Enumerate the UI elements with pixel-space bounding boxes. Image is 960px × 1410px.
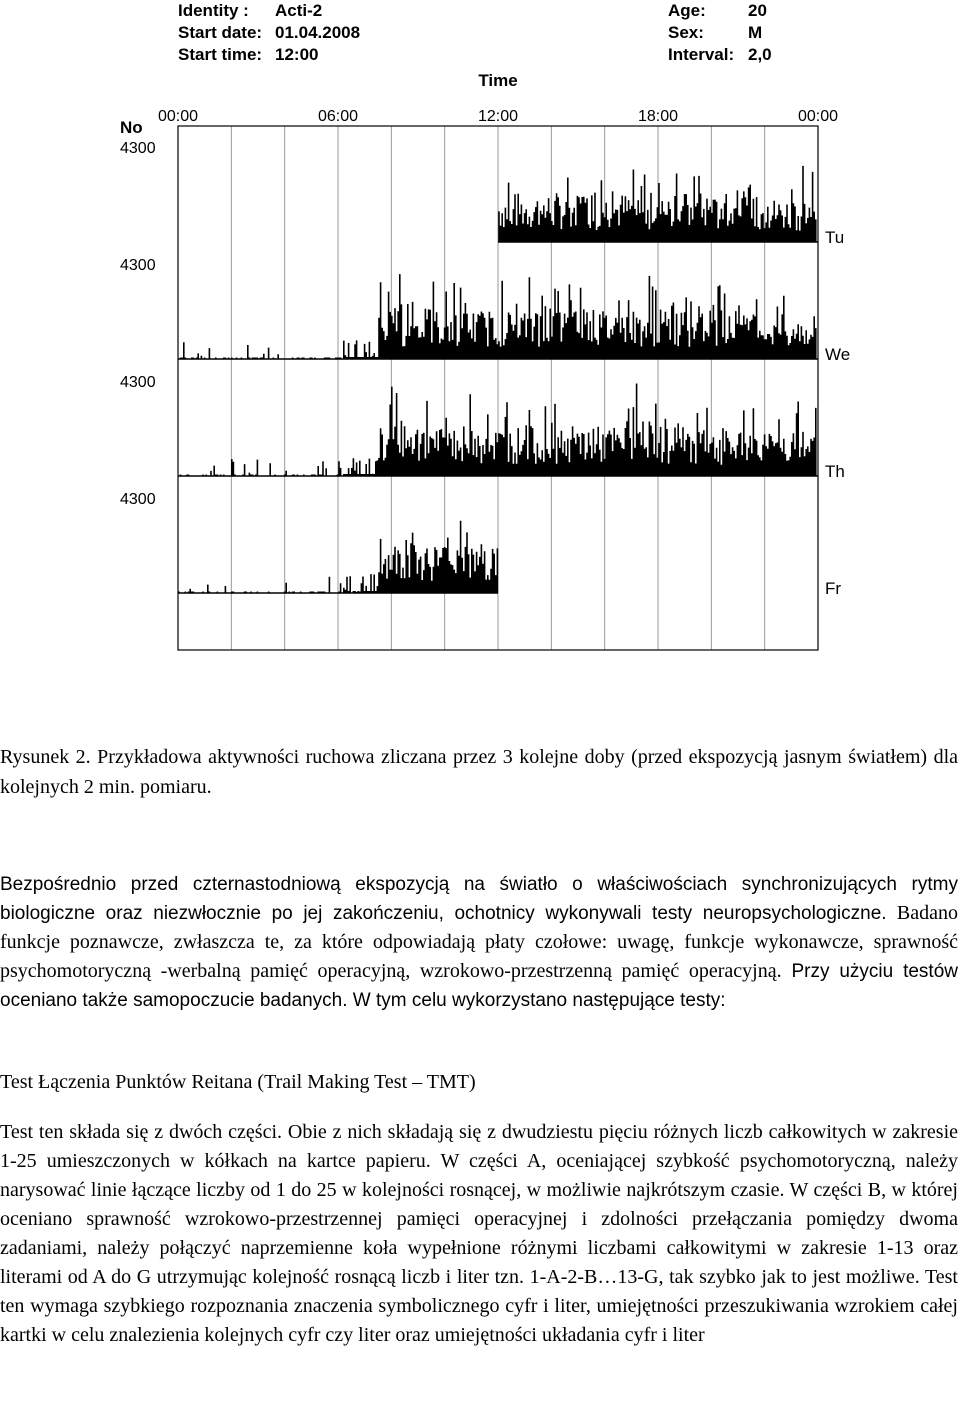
identity-value: Acti-2 bbox=[275, 1, 323, 20]
actogram-chart bbox=[0, 0, 960, 700]
paragraph-1-run-b: Badano funkcje poznawcze, zwłaszcza te, za które odpowiadają płaty czołowe: uwagę, funkcje wykonawcze, sprawność psychomotoryczną -werbalną pamięć operacyjną, wzrokowo-przestrzenną pamięć operacyjną. bbox=[0, 902, 959, 982]
x-tick-labels bbox=[158, 108, 838, 125]
activity-series-Tu bbox=[499, 166, 816, 242]
start-time-label: Start time: bbox=[178, 45, 263, 64]
test-heading: Test Łączenia Punktów Reitana (Trail Making Test – TMT) bbox=[0, 1071, 476, 1093]
sex-label: Sex: bbox=[668, 23, 704, 42]
figure-caption: Rysunek 2. Przykładowa aktywności ruchowa zliczana przez 3 kolejne doby (przed ekspozycją jasnym światłem) dla kolejnych 2 min. pomiaru. bbox=[0, 746, 958, 798]
paragraph-1-run-a: Bezpośrednio przed czternastodniową ekspozycją na światło o właściwościach synchronizujących rytmy biologiczne oraz niezwłocznie po jej zakończeniu, ochotnicy wykonywali testy neuropsychologiczne. bbox=[0, 874, 958, 924]
day-label: Th bbox=[825, 462, 845, 481]
y-scale-label: 4300 bbox=[120, 374, 156, 391]
x-tick-label: 00:00 bbox=[157, 108, 199, 125]
body-paragraph-1 bbox=[0, 870, 958, 1015]
x-tick-label: 06:00 bbox=[317, 108, 359, 125]
y-scale-labels bbox=[120, 140, 156, 508]
paragraph-2-run-d: W części B, w której oceniano sprawność wzrokowo-przestrzennej pamięci operacyjnej i zdolności przełączania pomiędzy dwoma zadaniami, należy połączyć naprzemienne koła wypełnione różnymi liczbami całkowitymi w zakresie 1-13 oraz literami od A do G utrzymując kolejność rosnącą liczb i liter tzn. 1-A-2-B…13-G, tak szybko jak to jest możliwe. bbox=[0, 1179, 958, 1288]
x-axis-title: Time bbox=[478, 71, 518, 90]
y-scale-label: 4300 bbox=[120, 491, 156, 508]
day-label: Tu bbox=[825, 228, 845, 247]
paragraph-2-run-c: W części A, oceniającej szybkość psychomotoryczną, należy narysować linie łączące liczby od 1 do 25 w kolejności rosnącej, w możliwie najkrótszym czasie. bbox=[0, 1150, 958, 1201]
start-time-value: 12:00 bbox=[275, 45, 319, 64]
paragraph-2-run-e: Test ten wymaga szybkiego rozpoznania znaczenia symbolicznego cyfr i liter, umiejętności przeszukiwania wzrokiem całej kartki w celu znalezienia kolejnych cyfr czy liter oraz umiejętności układania cyfr i liter bbox=[0, 1266, 958, 1346]
identity-label: Identity : bbox=[178, 1, 249, 20]
paragraph-1-run-c: Przy użyciu testów oceniano także samopoczucie badanych. bbox=[0, 961, 958, 1011]
y-axis-title: No bbox=[120, 118, 143, 137]
paragraph-1-run-d: W tym celu wykorzystano następujące testy: bbox=[347, 990, 726, 1011]
day-labels bbox=[825, 228, 850, 598]
sex-value: M bbox=[748, 23, 763, 42]
day-label: We bbox=[825, 345, 851, 364]
day-label: Fr bbox=[825, 579, 842, 598]
x-tick-label: 18:00 bbox=[637, 108, 679, 125]
paragraph-2-run-a: Test ten składa się z dwóch części. bbox=[0, 1121, 283, 1143]
y-scale-label: 4300 bbox=[120, 257, 156, 274]
interval-label: Interval: bbox=[668, 45, 735, 64]
x-tick-label: 12:00 bbox=[477, 108, 519, 125]
age-label: Age: bbox=[668, 1, 706, 20]
body-paragraph-2 bbox=[0, 1118, 958, 1350]
x-tick-label: 00:00 bbox=[797, 108, 839, 125]
paragraph-2-run-b: Obie z nich składają się z dwudziestu pięciu różnych liczb całkowitych w zakresie 1-25 umieszczonych w kółkach na kartce papieru. bbox=[0, 1121, 958, 1172]
interval-value: 2,0 bbox=[748, 45, 772, 64]
y-scale-label: 4300 bbox=[120, 140, 156, 157]
age-value: 20 bbox=[748, 1, 767, 20]
start-date-label: Start date: bbox=[178, 23, 263, 42]
start-date-value: 01.04.2008 bbox=[275, 23, 361, 42]
